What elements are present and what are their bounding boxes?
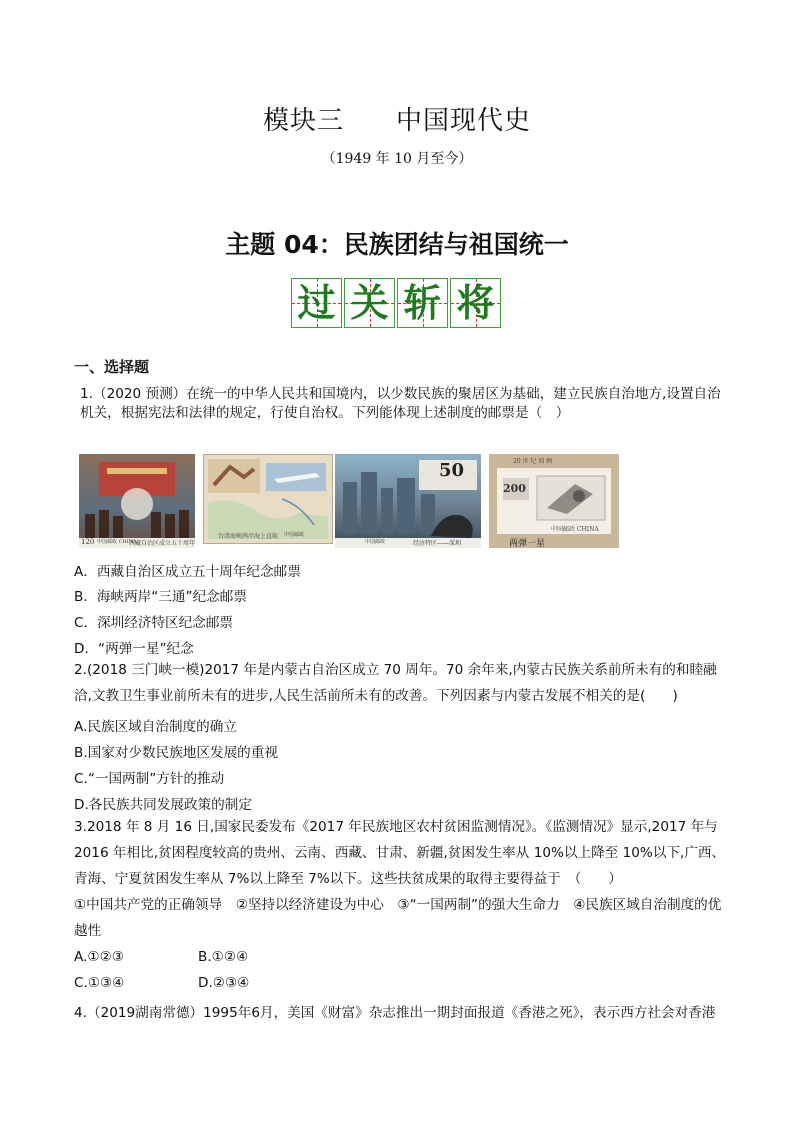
q2-option-b: B.国家对少数民族地区发展的重视 — [74, 745, 278, 761]
stamp-tibet-country: 中国邮政 CHINA — [97, 539, 137, 545]
stamp-shenzhen-value: 50 — [439, 460, 465, 481]
q1-option-b: B．海峡两岸“三通”纪念邮票 — [74, 589, 247, 605]
q3-option-a: A.①②③ — [74, 949, 124, 965]
q1-option-a: A．西藏自治区成立五十周年纪念邮票 — [74, 564, 301, 580]
stamp-tibet — [79, 454, 195, 548]
question-3-items: ①中国共产党的正确领导 ②坚持以经济建设为中心 ③“一国两制”的强大生命力 ④民族区域自治制度的优越性 — [74, 897, 722, 939]
stamp-strait-picture — [204, 455, 332, 543]
banner-char: 过 — [297, 281, 336, 325]
stamp-tibet-picture — [79, 454, 195, 548]
question-2-stem: 2.(2018 三门峡一模)2017 年是内蒙古自治区成立 70 周年。70 余年来,内蒙古民族关系前所未有的和睦融洽,文教卫生事业前所未有的进步,人民生活前所未有的改善。下列因素与内蒙古发展不相关的是( ) — [74, 662, 717, 704]
stamp-tibet-value: 120 — [81, 538, 95, 546]
question-1-stem: 1.（2020 预测）在统一的中华人民共和国境内，以少数民族的聚居区为基础，建立民族自治地方,设置自治机关，根据宪法和法律的规定，行使自治权。下列能体现上述制度的邮票是（ ） — [80, 386, 721, 421]
banner-cell — [450, 278, 501, 328]
q2-option-c: C.“一国两制”方针的推动 — [74, 771, 225, 787]
q3-option-b: B.①②④ — [198, 949, 249, 965]
stamp-strait — [203, 454, 333, 544]
stamp-two-bombs — [489, 454, 619, 548]
module-number: 模块三 — [262, 106, 344, 136]
topic-title: 主题 04：民族团结与祖国统一 — [225, 230, 569, 259]
stamp-two-bombs-caption: 两弹一星 — [509, 539, 546, 548]
stamp-two-bombs-top: 20 世 纪 回 顾 — [513, 458, 553, 465]
stamp-strait-caption: 台湾海峡两岸海上直航 — [218, 533, 279, 540]
banner-char: 将 — [456, 281, 495, 325]
banner-guoguan-zhanjiang — [291, 278, 501, 328]
section-heading: 一、选择题 — [74, 358, 150, 376]
banner-cell — [344, 278, 395, 328]
stamp-two-bombs-picture — [489, 454, 619, 548]
stamp-shenzhen — [335, 454, 481, 548]
q2-option-d: D.各民族共同发展政策的制定 — [74, 797, 252, 813]
q1-option-d: D．“两弹一星”纪念 — [74, 641, 194, 657]
stamp-shenzhen-country: 中国邮政 — [365, 539, 386, 545]
stamp-shenzhen-caption: 经济特区——深圳 — [413, 540, 462, 547]
stamp-strait-country: 中国邮政 — [284, 532, 305, 538]
banner-cell — [291, 278, 342, 328]
banner-char: 斩 — [403, 281, 442, 325]
module-title — [0, 100, 794, 137]
q1-option-c: C．深圳经济特区纪念邮票 — [74, 615, 234, 631]
stamp-two-bombs-value: 200 — [503, 482, 526, 495]
banner-cell — [397, 278, 448, 328]
q2-option-a: A.民族区域自治制度的确立 — [74, 719, 237, 735]
stamp-two-bombs-country: 中国邮政 CHINA — [551, 526, 599, 533]
module-period: （1949 年 10 月至今） — [321, 151, 473, 167]
question-4-stem: 4.（2019湖南常德）1995年6月，美国《财富》杂志推出一期封面报道《香港之死》，表示西方社会对香港 — [74, 1005, 716, 1021]
stamp-tibet-caption: 西藏自治区成立五十周年 — [129, 540, 195, 547]
q3-option-d: D.②③④ — [198, 975, 250, 991]
module-name: 中国现代史 — [396, 106, 532, 136]
banner-char: 关 — [350, 281, 389, 325]
question-3-stem: 3.2018 年 8 月 16 日,国家民委发布《2017 年民族地区农村贫困监测情况》。《监测情况》显示,2017 年与 2016 年相比,贫困程度较高的贵州、云南、西藏、甘肃、新疆,贫困发生率从 10%以上降至 10%以下,广西、青海、宁夏贫困发生率从 7%以上降至 7%以下。这些扶贫成果的取得主要得益于 （ ） — [74, 819, 726, 887]
q3-option-c: C.①③④ — [74, 975, 125, 991]
